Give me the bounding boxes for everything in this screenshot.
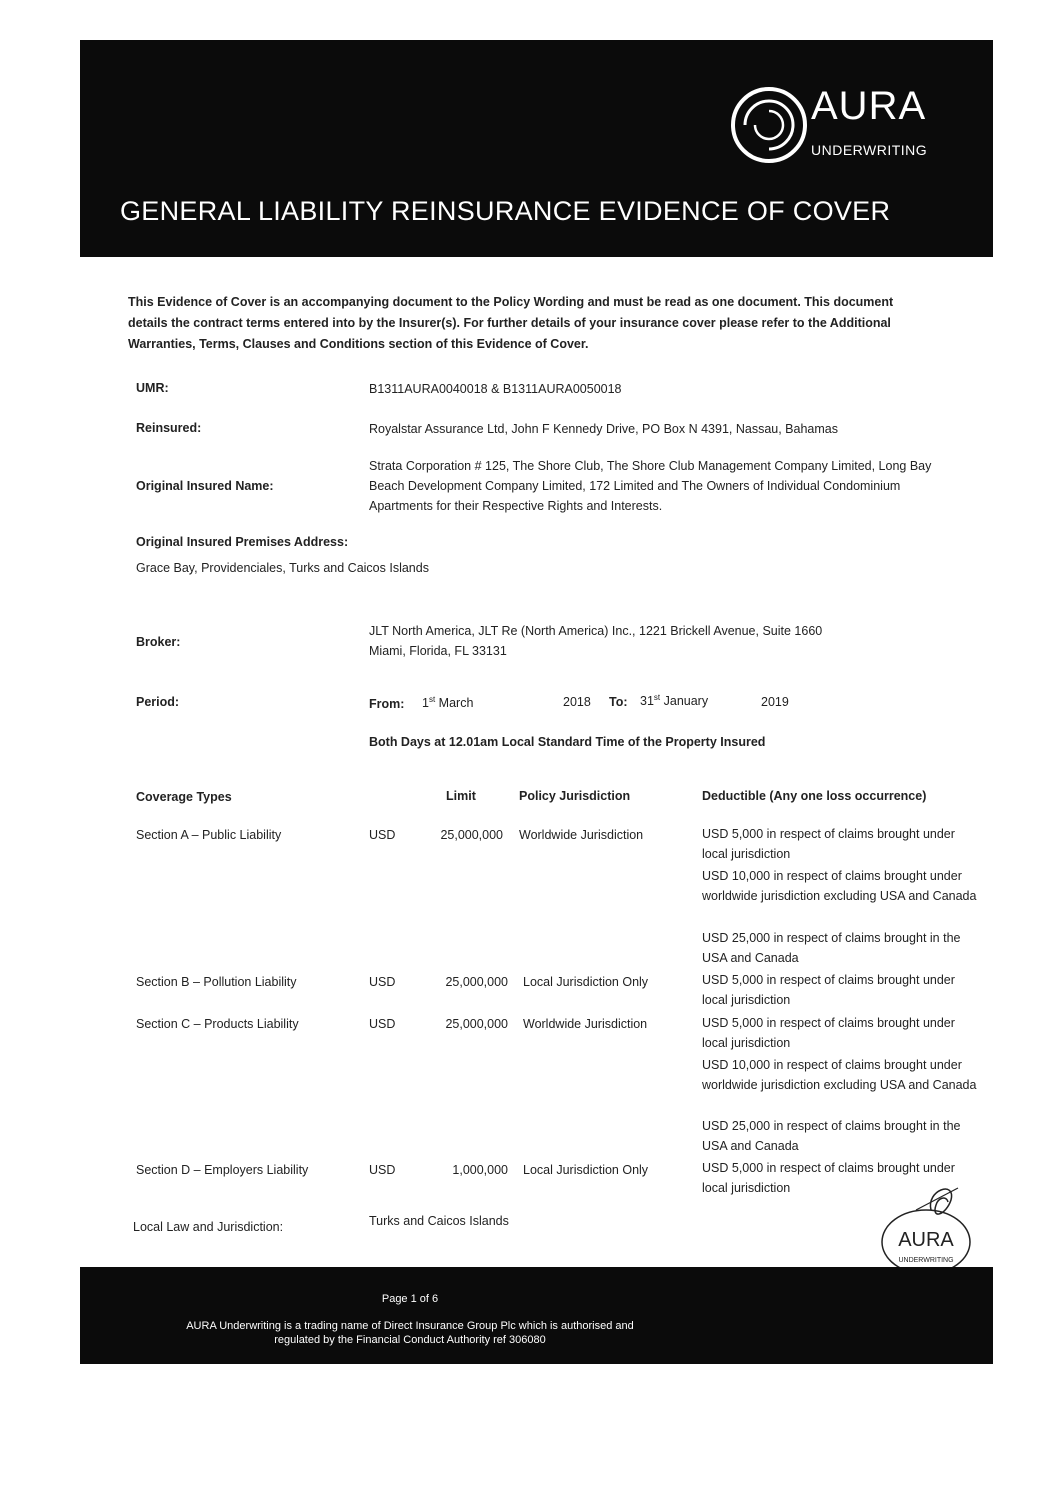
footer-line-2: regulated by the Financial Conduct Authority ref 306080 xyxy=(274,1334,546,1346)
row-a-currency: USD xyxy=(369,828,396,842)
document-title: GENERAL LIABILITY REINSURANCE EVIDENCE OF COVER xyxy=(120,196,891,226)
reinsured-label: Reinsured: xyxy=(136,421,202,435)
row-c-type: Section C – Products Liability xyxy=(136,1017,299,1031)
row-c-jurisdiction: Worldwide Jurisdiction xyxy=(523,1017,648,1031)
period-to-year: 2019 xyxy=(761,695,789,709)
period-label: Period: xyxy=(136,695,180,709)
period-to-label: To: xyxy=(609,695,628,709)
header-limit: Limit xyxy=(446,789,476,803)
row-d-type: Section D – Employers Liability xyxy=(136,1163,309,1177)
premises-value: Grace Bay, Providenciales, Turks and Caicos Islands xyxy=(136,561,429,575)
header-deductible: Deductible (Any one loss occurrence) xyxy=(702,789,927,803)
law-label: Local Law and Jurisdiction: xyxy=(133,1220,284,1234)
broker-line2: Miami, Florida, FL 33131 xyxy=(369,644,507,658)
row-a-type: Section A – Public Liability xyxy=(136,828,282,842)
original-insured-value: Strata Corporation # 125, The Shore Club, The Shore Club Management Company Limited, Long Bay Beach Development Company Limited, 172 Limited and The Owners of Individual Condominium Apartments for their Respective Rights and Interests. xyxy=(369,459,932,513)
footer-disclaimer xyxy=(160,1319,660,1347)
aura-swirl-icon xyxy=(727,80,811,170)
row-b-limit: 25,000,000 xyxy=(445,975,508,989)
stamp-subtitle: UNDERWRITING xyxy=(898,1257,954,1264)
header-policy-jurisdiction: Policy Jurisdiction xyxy=(519,789,631,803)
row-d-limit: 1,000,000 xyxy=(452,1163,508,1177)
period-from-date: 1st March xyxy=(422,695,474,711)
logo-name: AURA xyxy=(811,84,927,128)
row-c-deductible-1: USD 5,000 in respect of claims brought under local jurisdiction xyxy=(702,1016,955,1050)
period-note: Both Days at 12.01am Local Standard Time of the Property Insured xyxy=(369,735,766,749)
row-c-currency: USD xyxy=(369,1017,396,1031)
row-c-deductible-3: USD 25,000 in respect of claims brought in the USA and Canada xyxy=(702,1119,961,1153)
logo-subtitle: UNDERWRITING xyxy=(811,142,928,158)
header-coverage-types: Coverage Types xyxy=(136,790,232,804)
intro-paragraph: This Evidence of Cover is an accompanying document to the Policy Wording and must be read as one document. This document details the contract terms entered into by the Insurer(s). For further details of your insurance cover please refer to the Additional Warranties, Terms, Clauses and Conditions section of this Evidence of Cover. xyxy=(128,295,894,351)
broker-label: Broker: xyxy=(136,635,181,649)
row-b-deductible-1: USD 5,000 in respect of claims brought under local jurisdiction xyxy=(702,973,955,1007)
row-b-jurisdiction: Local Jurisdiction Only xyxy=(523,975,649,989)
footer-line-1: AURA Underwriting is a trading name of Direct Insurance Group Plc which is authorised and xyxy=(186,1320,634,1332)
umr-value: B1311AURA0040018 & B1311AURA0050018 xyxy=(369,382,622,396)
row-a-limit: 25,000,000 xyxy=(440,828,503,842)
broker-line1: JLT North America, JLT Re (North America) Inc., 1221 Brickell Avenue, Suite 1660 xyxy=(369,624,823,638)
row-a-jurisdiction: Worldwide Jurisdiction xyxy=(519,828,644,842)
aura-logo xyxy=(727,80,957,170)
footer-banner xyxy=(80,1267,993,1364)
period-from-label: From: xyxy=(369,697,405,711)
row-a-deductible-1: USD 5,000 in respect of claims brought under local jurisdiction xyxy=(702,827,955,861)
reinsured-value: Royalstar Assurance Ltd, John F Kennedy Drive, PO Box N 4391, Nassau, Bahamas xyxy=(369,422,838,436)
period-from-year: 2018 xyxy=(563,695,591,709)
row-a-deductible-2: USD 10,000 in respect of claims brought under worldwide jurisdiction excluding USA and Canada xyxy=(702,869,977,903)
page-number: Page 1 of 6 xyxy=(381,1293,439,1305)
row-b-currency: USD xyxy=(369,975,396,989)
original-insured-label: Original Insured Name: xyxy=(136,479,274,493)
period-to-date: 31st January xyxy=(640,693,709,709)
row-d-jurisdiction: Local Jurisdiction Only xyxy=(523,1163,649,1177)
aura-stamp xyxy=(876,1180,976,1270)
premises-label: Original Insured Premises Address: xyxy=(136,535,349,549)
signature-icon xyxy=(876,1180,976,1270)
row-b-type: Section B – Pollution Liability xyxy=(136,975,297,989)
umr-label: UMR: xyxy=(136,381,169,395)
row-a-deductible-3: USD 25,000 in respect of claims brought in the USA and Canada xyxy=(702,931,961,965)
row-d-deductible-1: USD 5,000 in respect of claims brought under local jurisdiction xyxy=(702,1161,955,1195)
row-d-currency: USD xyxy=(369,1163,396,1177)
stamp-name: AURA xyxy=(898,1229,954,1251)
row-c-limit: 25,000,000 xyxy=(445,1017,508,1031)
row-c-deductible-2: USD 10,000 in respect of claims brought under worldwide jurisdiction excluding USA and Canada xyxy=(702,1058,977,1092)
header-banner xyxy=(80,40,993,257)
law-value: Turks and Caicos Islands xyxy=(369,1214,509,1228)
